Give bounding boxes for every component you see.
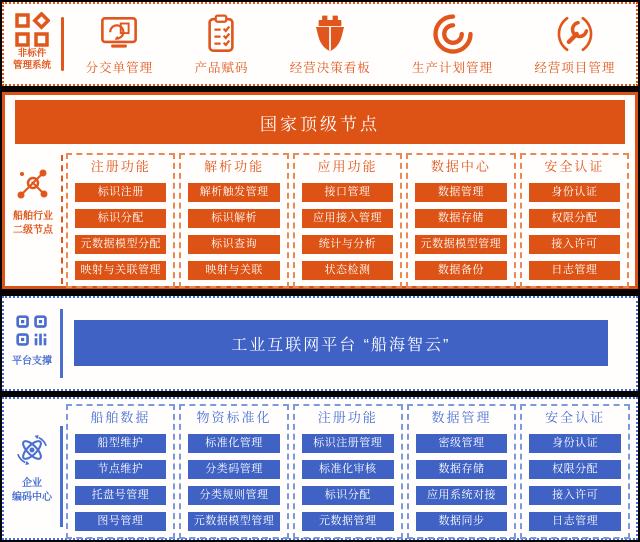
- function-box: 标准化审核: [302, 460, 394, 479]
- national-side-divider: [61, 155, 63, 284]
- components-grid-icon: [14, 12, 50, 48]
- top-item-decision-board: [290, 13, 371, 76]
- column-security: [520, 404, 630, 539]
- function-box: 应用系统对接: [416, 486, 508, 505]
- top-item-label: 分交单管理: [85, 61, 154, 75]
- function-box: 标识分配: [302, 486, 394, 505]
- platform-body: [4, 298, 636, 389]
- function-box: 标识查询: [188, 235, 279, 254]
- top-item-project-management: [534, 13, 615, 76]
- enterprise-side-divider: [60, 426, 63, 527]
- column-title: 注册功能: [317, 410, 378, 425]
- enterprise-side-label: [4, 404, 60, 539]
- enterprise-panel: [2, 397, 638, 540]
- national-columns: [66, 153, 629, 288]
- column-title: 注册功能: [90, 159, 151, 174]
- column-title: 安全认证: [545, 410, 606, 425]
- function-box: 标识分配: [75, 209, 166, 228]
- network-node-icon: [15, 167, 51, 203]
- national-node-panel: [2, 92, 638, 289]
- wrench-icon: [554, 13, 596, 55]
- function-box: 标识解析: [188, 209, 279, 228]
- system-label: 非标件 管理系统: [12, 48, 51, 72]
- column-title: 数据中心: [430, 159, 491, 174]
- function-box: 接入许可: [529, 486, 621, 505]
- function-box: 状态检测: [302, 261, 393, 280]
- column-application: [293, 153, 402, 288]
- platform-side-divider: [60, 309, 63, 378]
- function-box: 节点维护: [75, 460, 167, 479]
- function-box: 日志管理: [529, 512, 621, 531]
- top-systems-panel: [2, 2, 638, 86]
- function-box: 船型维护: [75, 434, 167, 453]
- top-item-dispatch: [86, 13, 154, 76]
- clipboard-icon: [200, 13, 242, 55]
- column-title: 解析功能: [204, 159, 265, 174]
- function-box: 权限分配: [529, 209, 620, 228]
- platform-side-label: [4, 298, 60, 389]
- ship-icon: [308, 13, 352, 55]
- function-box: 图号管理: [75, 512, 167, 531]
- function-box: 数据存储: [415, 209, 506, 228]
- function-box: 数据管理: [415, 183, 506, 202]
- spiral-icon: [432, 13, 474, 55]
- enterprise-body: [4, 399, 636, 542]
- function-box: 接入许可: [529, 235, 620, 254]
- function-box: 身份认证: [529, 434, 621, 453]
- column-registration: [293, 404, 403, 539]
- function-box: 标准化管理: [188, 434, 280, 453]
- platform-banner: 工业互联网平台 “船海智云”: [74, 320, 609, 366]
- qr-code-icon: [15, 314, 49, 348]
- column-title: 物资标准化: [196, 410, 272, 425]
- function-box: 数据同步: [416, 512, 508, 531]
- side-label-text: 平台支撑: [12, 356, 52, 367]
- column-material-standardization: [179, 404, 289, 539]
- nonstandard-parts-system: [4, 4, 60, 84]
- column-title: 安全认证: [544, 159, 605, 174]
- column-ship-data: [66, 404, 176, 539]
- function-box: 托盘号管理: [75, 486, 167, 505]
- column-registration: [66, 153, 175, 288]
- function-box: 分类码管理: [188, 460, 280, 479]
- function-box: 应用接入管理: [302, 209, 393, 228]
- function-box: 分类规则管理: [188, 486, 280, 505]
- top-item-product-coding: [194, 13, 248, 76]
- column-title: 船舶数据: [90, 410, 151, 425]
- top-items-row: [65, 4, 636, 84]
- column-title: 数据管理: [431, 410, 492, 425]
- function-box: 身份认证: [529, 183, 620, 202]
- function-box: 接口管理: [302, 183, 393, 202]
- function-box: 元数据模型管理: [415, 235, 506, 254]
- function-box: 权限分配: [529, 460, 621, 479]
- column-resolution: [179, 153, 288, 288]
- column-data-center: [406, 153, 515, 288]
- column-data-management: [407, 404, 517, 539]
- side-label-text: 船舶行业 二级节点: [13, 211, 53, 236]
- function-box: 数据存储: [416, 460, 508, 479]
- top-item-label: 产品赋码: [194, 61, 249, 75]
- national-node-banner: 国家顶级节点: [15, 100, 625, 144]
- side-label-text: 企业 编码中心: [12, 478, 52, 503]
- industry-node-side-label: [5, 153, 61, 288]
- top-item-label: 生产计划管理: [412, 61, 494, 75]
- top-item-label: 经营项目管理: [534, 61, 616, 75]
- function-box: 映射与关联: [188, 261, 279, 280]
- atom-icon: [12, 430, 52, 470]
- national-node-body: [5, 153, 635, 294]
- function-box: 统计与分析: [302, 235, 393, 254]
- function-box: 元数据模型分配: [75, 235, 166, 254]
- function-box: 解析触发管理: [188, 183, 279, 202]
- top-bar-divider: [61, 17, 64, 71]
- column-security: [520, 153, 629, 288]
- monitor-icon: [98, 13, 140, 55]
- column-title: 应用功能: [317, 159, 378, 174]
- function-box: 元数据管理: [302, 512, 394, 531]
- function-box: 元数据模型管理: [188, 512, 280, 531]
- function-box: 标识注册管理: [302, 434, 394, 453]
- top-item-production-plan: [412, 13, 493, 76]
- platform-panel: [2, 296, 638, 391]
- function-box: 密级管理: [416, 434, 508, 453]
- function-box: 数据备份: [415, 261, 506, 280]
- function-box: 标识注册: [75, 183, 166, 202]
- enterprise-columns: [66, 404, 631, 539]
- top-item-label: 经营决策看板: [289, 61, 371, 75]
- function-box: 日志管理: [529, 261, 620, 280]
- function-box: 映射与关联管理: [75, 261, 166, 280]
